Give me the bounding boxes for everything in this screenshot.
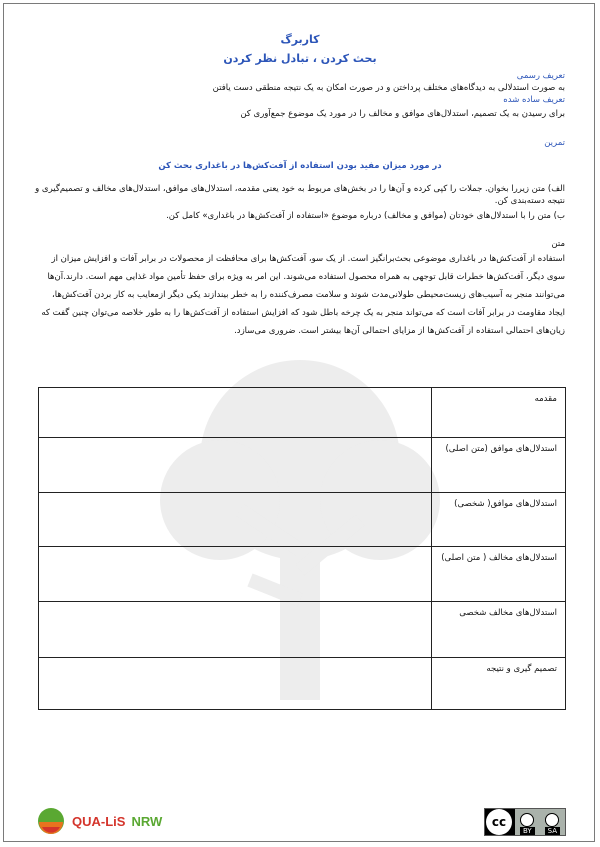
table-row xyxy=(39,493,566,547)
worksheet-table xyxy=(38,387,566,710)
table-row xyxy=(39,388,566,438)
qualis-logo xyxy=(36,806,162,836)
table-row xyxy=(39,658,566,710)
table-row xyxy=(39,438,566,493)
text-body: استفاده از آفت‌کش‌ها در باغداری موضوعی بحث‌برانگیز است. از یک سو، آفت‌کش‌ها برای محافظت از محصولات در برابر آفات و افزایش میزان از سوی دیگر، آفت‌کش‌ها خطرات قابل توجهی به همراه محصول استفاده می‌شوند. این امر به ویژه برای حفظ تأمین مواد غذایی مهم است. دارند.آن‌ها می‌توانند منجر به آسیب‌های زیست‌محیطی طولانی‌مدت شوند و سلامت مصرف‌کننده را به خطر بیندازند یکی دیگر ازمعایب به کار بردن آفت‌کش‌ها، ایجاد مقاومت در برابر آفات است که می‌تواند منجر به یک چرخه باطل شود که افزایش استفاده از آفت‌کش‌ها را به طور خلاصه می‌توان چنین گفت که زیان‌های احتمالی استفاده از آفت‌کش‌ها از مزایای احتمالی آن‌ها بیشتر است. ضروری می‌سازد. xyxy=(41,254,565,336)
cc-icon: cc xyxy=(486,809,512,835)
formal-definition-text: به صورت استدلالی به دیدگاه‌های مختلف پرداختن و در صورت امکان به یک نتیجه منطقی دست یافتن xyxy=(212,83,565,93)
answer-cell[interactable] xyxy=(39,658,432,710)
qualis-logo-icon xyxy=(36,806,66,836)
answer-cell[interactable] xyxy=(39,547,432,602)
table-row xyxy=(39,547,566,602)
answer-cell[interactable] xyxy=(39,438,432,493)
row-label: استدلال‌های موافق (متن اصلی) xyxy=(432,438,566,493)
license-by: BY xyxy=(520,827,535,835)
share-alike-icon xyxy=(545,813,559,827)
page-title: کاربرگ xyxy=(280,33,320,46)
row-label: مقدمه xyxy=(432,388,566,438)
task-b-text: ب) متن را با استدلال‌های خودتان (موافق و مخالف) درباره موضوع «استفاده از آفت‌کش‌ها در باغداری» کامل کن. xyxy=(166,211,565,221)
answer-cell[interactable] xyxy=(39,602,432,658)
table-row xyxy=(39,602,566,658)
text-label: متن xyxy=(551,239,565,249)
logo-text-qualis: QUA-LiS xyxy=(72,813,126,829)
answer-cell[interactable] xyxy=(39,493,432,547)
logo-text-nrw: NRW xyxy=(131,813,163,829)
simple-definition-label: تعریف ساده شده xyxy=(503,95,565,105)
task-a-text: الف) متن زیررا بخوان. جملات را کپی کرده و آن‌ها را در بخش‌های مربوط به خود یعنی مقدمه، استدلال‌های موافق، استدلال‌های مخالف و تصمیم‌گیری و نتیجه دسته‌بندی کن. xyxy=(35,184,565,206)
exercise-label: تمرین xyxy=(544,138,565,148)
page-subtitle: بحث کردن ، تبادل نظر کردن xyxy=(223,52,377,65)
answer-cell[interactable] xyxy=(39,388,432,438)
row-label: تصمیم گیری و نتیجه xyxy=(432,658,566,710)
cc-license-badge xyxy=(484,808,566,836)
row-label: استدلال‌های مخالف شخصی xyxy=(432,602,566,658)
license-sa: SA xyxy=(545,827,560,835)
formal-definition-label: تعریف رسمی xyxy=(516,71,565,81)
row-label: استدلال‌های موافق( شخصی) xyxy=(432,493,566,547)
row-label: استدلال‌های مخالف ( متن اصلی) xyxy=(432,547,566,602)
exercise-heading: در مورد میزان مفید بودن استفاده از آفت‌کش‌ها در باغداری بحث کن xyxy=(158,161,442,171)
simple-definition-text: برای رسیدن به یک تصمیم، استدلال‌های موافق و مخالف را در مورد یک موضوع جمع‌آوری کن xyxy=(240,109,565,119)
person-icon xyxy=(520,813,534,827)
